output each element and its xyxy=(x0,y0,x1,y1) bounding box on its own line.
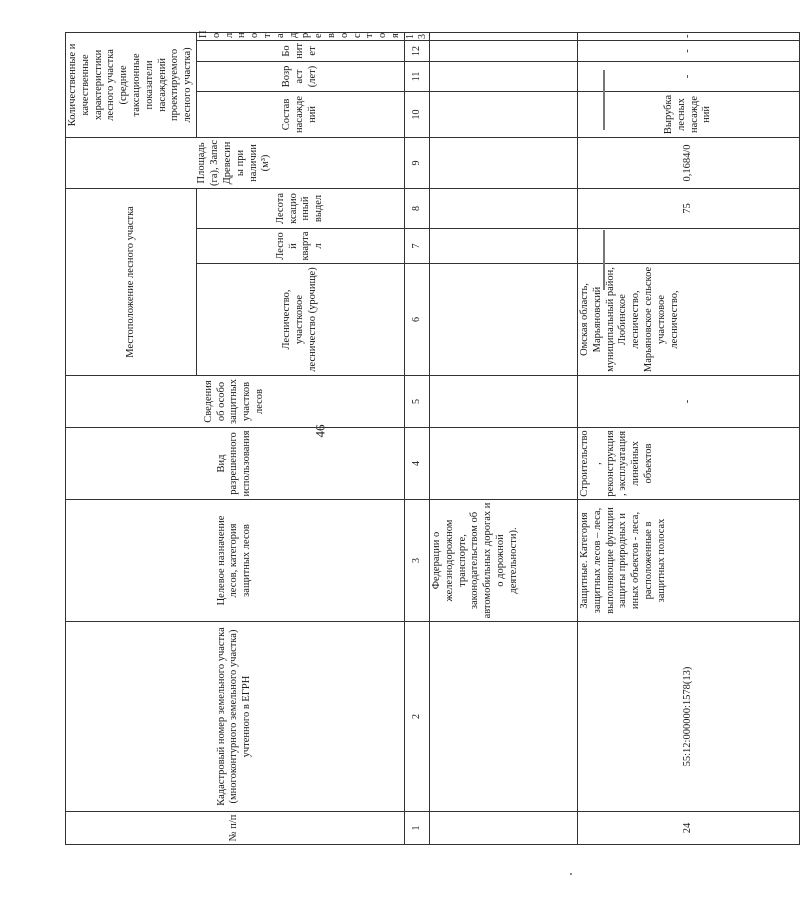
row-allotment: 75 xyxy=(578,188,800,228)
header-quant-group: Количественные и качественные характеристики лесного участка (средние таксационные показатели насаждений проектируемого лесного участка) xyxy=(66,32,197,137)
col-number: 11 xyxy=(404,61,429,91)
row-protected: - xyxy=(578,376,800,428)
prev-row-num xyxy=(430,812,578,845)
header-location-group: Местоположение лесного участка xyxy=(66,188,197,375)
prev-row-cadastral xyxy=(430,622,578,812)
scan-edge-mark xyxy=(603,230,605,290)
col-number: 13 xyxy=(404,33,428,39)
row-quarter xyxy=(578,229,800,264)
prev-row-age xyxy=(430,61,578,91)
col-number: 6 xyxy=(404,264,429,376)
col-number: 10 xyxy=(404,91,429,137)
row-purpose: Защитные. Категория защитных лесов – леса, выполняющие функции защиты природных и иных объектов - леса, расположенные в защитных полосах xyxy=(578,500,800,622)
forest-plot-table xyxy=(65,32,800,845)
header-composition: Состав насаждений xyxy=(196,91,404,137)
prev-row-bonitet xyxy=(430,40,578,61)
header-allotment: Лесотаксационный выдел xyxy=(196,188,404,228)
header-use-type: Вид разрешенного использования xyxy=(66,428,405,500)
prev-row-completeness xyxy=(430,32,578,40)
col-number: 7 xyxy=(404,229,429,264)
prev-row-use-type xyxy=(430,428,578,500)
prev-row-area xyxy=(430,137,578,188)
col-number: 5 xyxy=(404,376,429,428)
header-purpose: Целевое назначение лесов, категория защитных лесов xyxy=(66,500,405,622)
col-number: 3 xyxy=(404,500,429,622)
header-num: № п/п xyxy=(66,812,405,845)
prev-row-forestry xyxy=(430,264,578,376)
header-quarter: Лесной квартал xyxy=(196,229,404,264)
prev-row-quarter xyxy=(430,229,578,264)
col-number: 1 xyxy=(404,812,429,845)
row-cadastral: 55:12:000000:1578(13) xyxy=(578,622,800,812)
prev-row-composition xyxy=(430,91,578,137)
header-protected: Сведения об особо защитных участков лесов xyxy=(66,376,405,428)
row-use-type: Строительство, реконструкция, эксплуатация линейных объектов xyxy=(578,428,800,500)
row-num: 24 xyxy=(578,812,800,845)
col-number: 12 xyxy=(404,40,429,61)
rotated-table-container xyxy=(65,30,713,845)
row-forestry: Омская область, Марьяновский муниципальный район, Любинское лесничество, Марьяновское сельское участковое лесничество, xyxy=(578,264,800,376)
row-completeness: - xyxy=(578,32,800,40)
prev-row-allotment xyxy=(430,188,578,228)
header-age: Возраст (лет) xyxy=(196,61,404,91)
col-number: 8 xyxy=(404,188,429,228)
col-number: 9 xyxy=(404,137,429,188)
scan-edge-mark xyxy=(603,70,605,130)
row-composition: Вырубка лесных насаждений xyxy=(578,91,800,137)
prev-row-protected xyxy=(430,376,578,428)
header-completeness: Полнота древостоя xyxy=(196,32,404,40)
scan-speck xyxy=(570,873,572,875)
col-number: 4 xyxy=(404,428,429,500)
header-bonitet: Бонитет xyxy=(196,40,404,61)
header-forestry: Лесничество, участковое лесничество (урочище) xyxy=(196,264,404,376)
row-age: - xyxy=(578,61,800,91)
col-number: 2 xyxy=(404,622,429,812)
header-area: Площадь (га), Запас Древесины при наличии (м³) xyxy=(66,137,405,188)
row-bonitet: - xyxy=(578,40,800,61)
prev-row-purpose: Федерации о железнодорожном транспорте, законодательством об автомобильных дорогах и о дорожной деятельности). xyxy=(430,500,578,622)
page-number: 46 xyxy=(312,424,327,438)
row-area: 0,1684/0 xyxy=(578,137,800,188)
header-cadastral: Кадастровый номер земельного участка (многоконтурного земельного участка) учтенного в ЕГРН xyxy=(66,622,405,812)
